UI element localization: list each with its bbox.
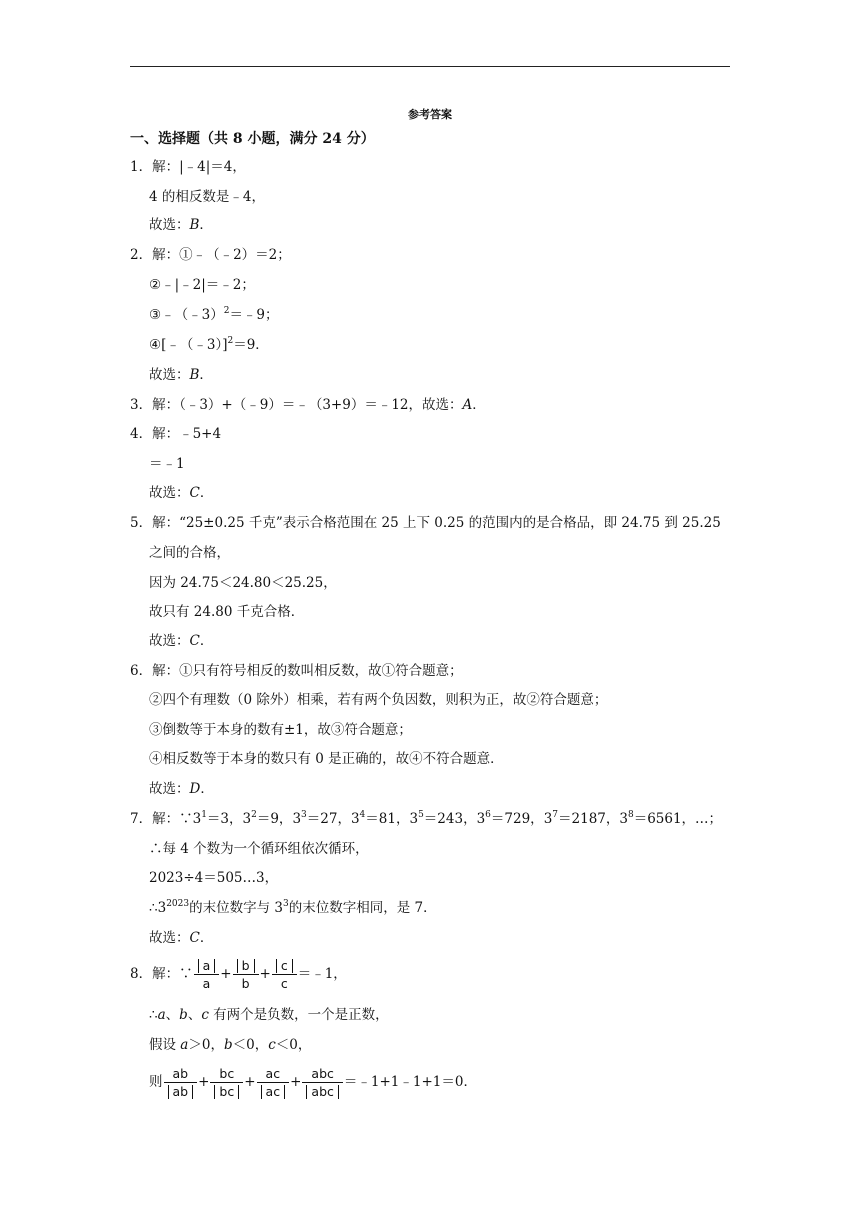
q8-line-4: 则 $\frac{ab}{ab}$ + $\frac{bc}{bc}$ + $\frac{ac}{ac}$ + $\frac{\text{abc}}{\text{abc}}$ ＝﹣1+1﹣1+1＝0． [149, 1066, 477, 1099]
q2-line-2: ②﹣|﹣2|＝﹣2； [149, 277, 255, 293]
q8-line-2: ∴a、b、c 有两个是负数，一个是正数， [149, 1007, 389, 1023]
q8-line-3: 假设 a＞0，b＜0，c＜0， [149, 1037, 312, 1053]
q6-answer: 故选：D． [149, 781, 214, 797]
q6-line-2: ②四个有理数（0 除外）相乘，若有两个负因数，则积为正，故②符合题意； [149, 692, 608, 708]
fraction: $\frac{ac}{ac}$ [257, 1065, 290, 1100]
q6-line-3: ③倒数等于本身的数有±1，故③符合题意； [149, 722, 412, 738]
power-term: $3^2=9$， [242, 810, 293, 827]
q7-line-3: 2023÷4＝505…3， [149, 870, 279, 886]
plus-sign: + [259, 966, 271, 982]
q7-line-2: ∴每 4 个数为一个循环组依次循环， [149, 841, 369, 857]
power-term: $3^3=27$， [292, 810, 351, 827]
q1-answer: 故选：B． [149, 217, 213, 233]
fraction-sum [193, 958, 298, 991]
power-term: $3^7=2187$， [543, 810, 620, 827]
power-term: $3^4=81$， [350, 810, 410, 827]
q4-line-1: 4．解：﹣5+4 [130, 426, 222, 442]
q5-line-2: 之间的合格， [149, 545, 230, 561]
fraction: $\frac{c}{c}$ [272, 957, 297, 992]
plus-sign: + [290, 1074, 302, 1090]
q1-line-2: 4 的相反数是﹣4， [149, 189, 265, 205]
fraction: $\frac{\text{abc}}{\text{abc}}$ [302, 1065, 342, 1100]
power-list [193, 811, 722, 827]
plus-sign: + [220, 966, 232, 982]
q5-line-3: 因为 24.75＜24.80＜25.25， [149, 575, 337, 591]
plus-sign: + [244, 1074, 256, 1090]
section-heading: 一、选择题（共 8 小题，满分 24 分） [130, 131, 375, 147]
page-title: 参考答案 [408, 108, 452, 121]
power-term: $3^5=243$， [409, 810, 477, 827]
fraction: $\frac{ab}{ab}$ [164, 1065, 198, 1100]
q5-line-4: 故只有 24.80 千克合格． [149, 604, 305, 620]
power-term: $3^8=6561$，…； [619, 810, 723, 827]
q8-line-1: 8．解：∵ $\frac{a}{a}$ + $\frac{b}{b}$ + $\frac{c}{c}$ ＝﹣1， [130, 958, 347, 991]
q4-line-2: ＝﹣1 [149, 456, 185, 472]
q7-answer: 故选：C． [149, 930, 214, 946]
q6-line-4: ④相反数等于本身的数只有 0 是正确的，故④不符合题意． [149, 751, 504, 767]
fraction: $\frac{a}{a}$ [194, 957, 220, 992]
q7-line-4: $\therefore 3^{2023}$的末位数字与 $3^3$的末位数字相同，是 7． [149, 899, 437, 916]
q4-answer: 故选：C． [149, 485, 214, 501]
q2-line-4: ④[﹣（﹣3）]$^2$＝9． [149, 336, 269, 353]
q6-line-1: 6．解：①只有符号相反的数叫相反数，故①符合题意； [130, 663, 463, 679]
plus-sign: + [198, 1074, 210, 1090]
q7-line-1: 7．解：$\because 3^1=3$，$3^2=9$，$3^3=27$，$3^4=81$，$3^5=243$，$3^6=729$，$3^7=2187$，$3^8=6561$，…； [130, 810, 723, 827]
q2-line-1: 2．解：①﹣（﹣2）＝2； [130, 247, 291, 263]
q5-answer: 故选：C． [149, 633, 214, 649]
q2-line-3: ③﹣（﹣3）$^2$＝﹣9； [149, 306, 279, 323]
q3-line-1: 3．解：（﹣3）+（﹣9）＝﹣（3+9）＝﹣12，故选：A． [130, 397, 486, 413]
power-term: $3^1=3$， [192, 810, 243, 827]
q2-answer: 故选：B． [149, 367, 213, 383]
q1-line-1: 1．解：|﹣4|＝4， [130, 159, 246, 175]
fraction: $\frac{bc}{bc}$ [210, 1065, 243, 1100]
power-term: $3^6=729$， [476, 810, 544, 827]
header-rule [130, 66, 730, 67]
q5-line-1: 5．解：“25±0.25 千克”表示合格范围在 25 上下 0.25 的范围内的是合格品，即 24.75 到 25.25 [130, 515, 721, 531]
fraction: $\frac{b}{b}$ [233, 957, 259, 992]
